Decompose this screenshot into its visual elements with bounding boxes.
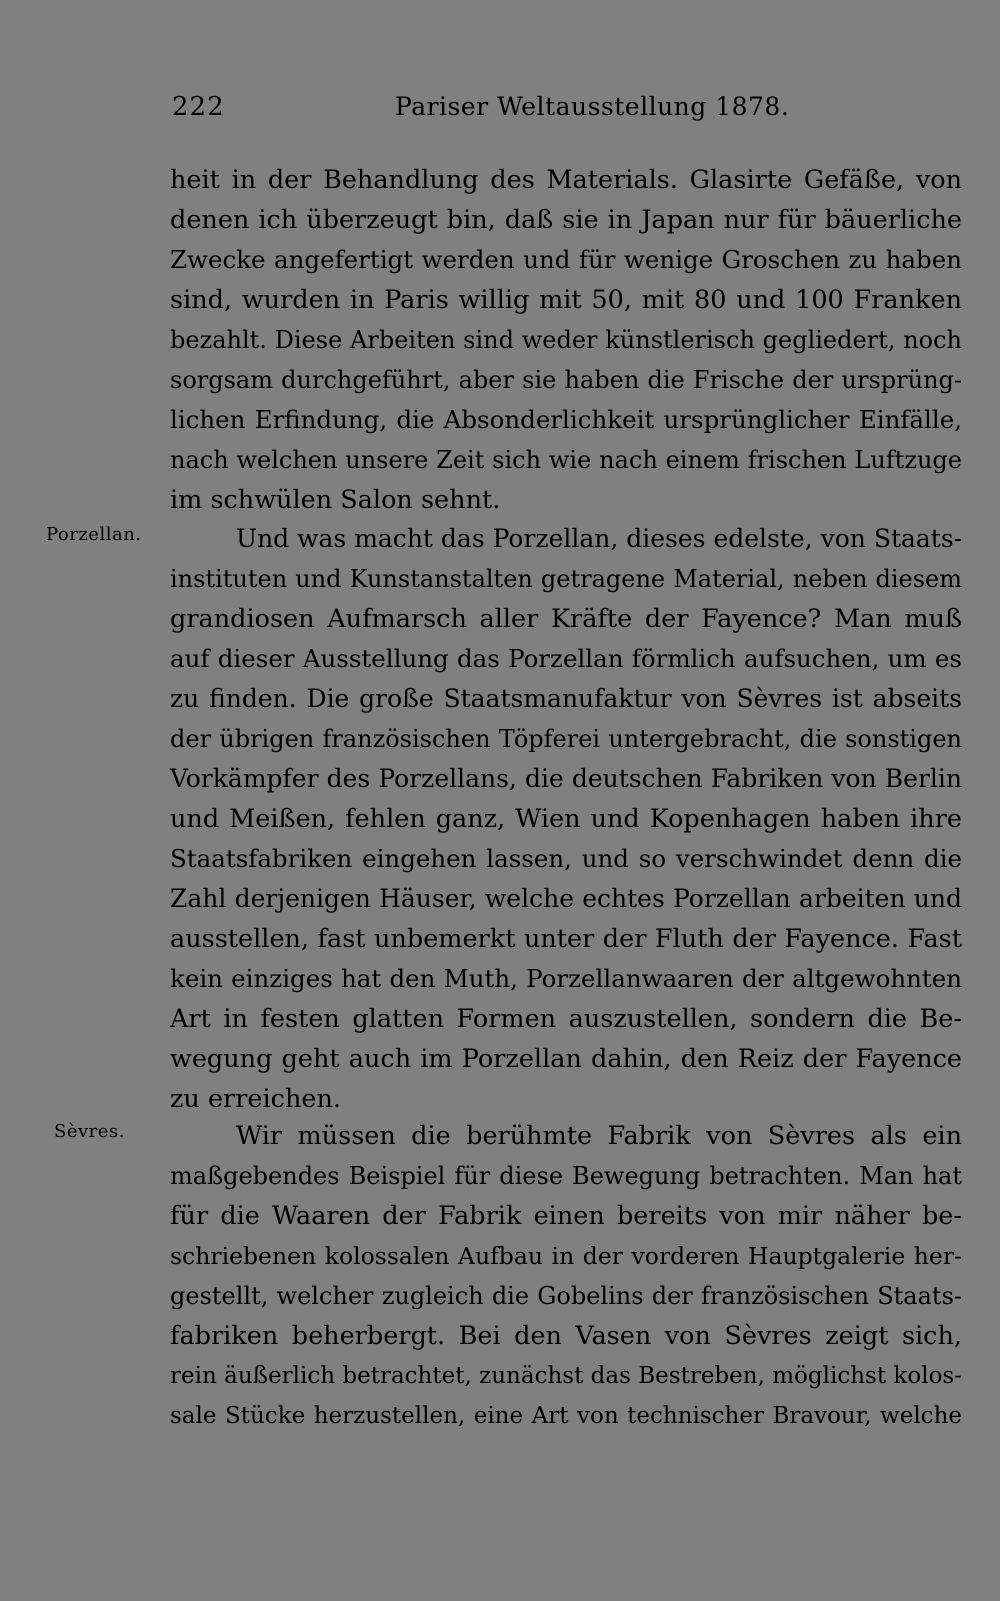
- text-line: nach welchen unsere Zeit sich wie nach einem frischen Luftzuge: [170, 446, 962, 474]
- text-line: zu erreichen.: [170, 1084, 342, 1114]
- text-line: Zahl derjenigen Häuser, welche echtes Porzellan arbeiten und: [170, 884, 962, 913]
- text-line: grandiosen Aufmarsch aller Kräfte der Fayence? Man muß: [170, 604, 962, 634]
- page-number: 222: [172, 92, 225, 122]
- text-line: maßgebendes Beispiel für diese Bewegung betrachten. Man hat: [170, 1162, 962, 1190]
- text-line: rein äußerlich betrachtet, zunächst das Bestreben, möglichst kolos-: [170, 1363, 962, 1389]
- text-line: der übrigen französischen Töpferei untergebracht, die sonstigen: [170, 725, 962, 753]
- text-line: lichen Erfindung, die Absonderlichkeit ursprünglicher Einfälle,: [170, 405, 962, 434]
- text-line: heit in der Behandlung des Materials. Glasirte Gefäße, von: [170, 165, 962, 195]
- text-line: gestellt, welcher zugleich die Gobelins der französischen Staats-: [170, 1282, 962, 1310]
- text-line: für die Waaren der Fabrik einen bereits von mir näher be-: [170, 1201, 962, 1231]
- text-line: instituten und Kunstanstalten getragene Material, neben diesem: [170, 565, 962, 593]
- text-line: auf dieser Ausstellung das Porzellan förmlich aufsuchen, um es: [170, 644, 962, 673]
- text-line: und Meißen, fehlen ganz, Wien und Kopenhagen haben ihre: [170, 804, 962, 834]
- text-line: Vorkämpfer des Porzellans, die deutschen Fabriken von Berlin: [170, 764, 962, 793]
- text-line: fabriken beherbergt. Bei den Vasen von Sèvres zeigt sich,: [170, 1321, 962, 1351]
- text-line: Art in festen glatten Formen auszustellen, sondern die Be-: [170, 1004, 962, 1034]
- text-line: bezahlt. Diese Arbeiten sind weder künstlerisch gegliedert, noch: [170, 326, 962, 354]
- text-line: Zwecke angefertigt werden und für wenige Groschen zu haben: [170, 245, 962, 274]
- margin-note-porzellan: Porzellan.: [46, 524, 142, 545]
- running-title: Pariser Weltausstellung 1878.: [395, 92, 790, 121]
- text-line: Staatsfabriken eingehen lassen, und so verschwindet denn die: [170, 844, 962, 873]
- text-line: sind, wurden in Paris willig mit 50, mit 80 und 100 Franken: [170, 285, 962, 315]
- text-line: ausstellen, fast unbemerkt unter der Fluth der Fayence. Fast: [170, 924, 962, 954]
- text-line: kein einziges hat den Muth, Porzellanwaaren der altgewohnten: [170, 964, 962, 993]
- text-line: sorgsam durchgeführt, aber sie haben die Frische der ursprüng-: [170, 366, 962, 394]
- margin-note-sevres: Sèvres.: [54, 1121, 125, 1142]
- text-line: Und was macht das Porzellan, dieses edelste, von Staats-: [236, 524, 963, 553]
- text-line: zu finden. Die große Staatsmanufaktur von Sèvres ist abseits: [170, 684, 962, 713]
- text-line: im schwülen Salon sehnt.: [170, 485, 501, 515]
- text-line: Wir müssen die berühmte Fabrik von Sèvres als ein: [236, 1121, 962, 1151]
- text-line: sale Stücke herzustellen, eine Art von technischer Bravour, welche: [170, 1403, 962, 1429]
- text-line: schriebenen kolossalen Aufbau in der vorderen Hauptgalerie her-: [170, 1242, 962, 1270]
- text-line: wegung geht auch im Porzellan dahin, den Reiz der Fayence: [170, 1044, 962, 1074]
- text-line: denen ich überzeugt bin, daß sie in Japan nur für bäuerliche: [170, 205, 962, 235]
